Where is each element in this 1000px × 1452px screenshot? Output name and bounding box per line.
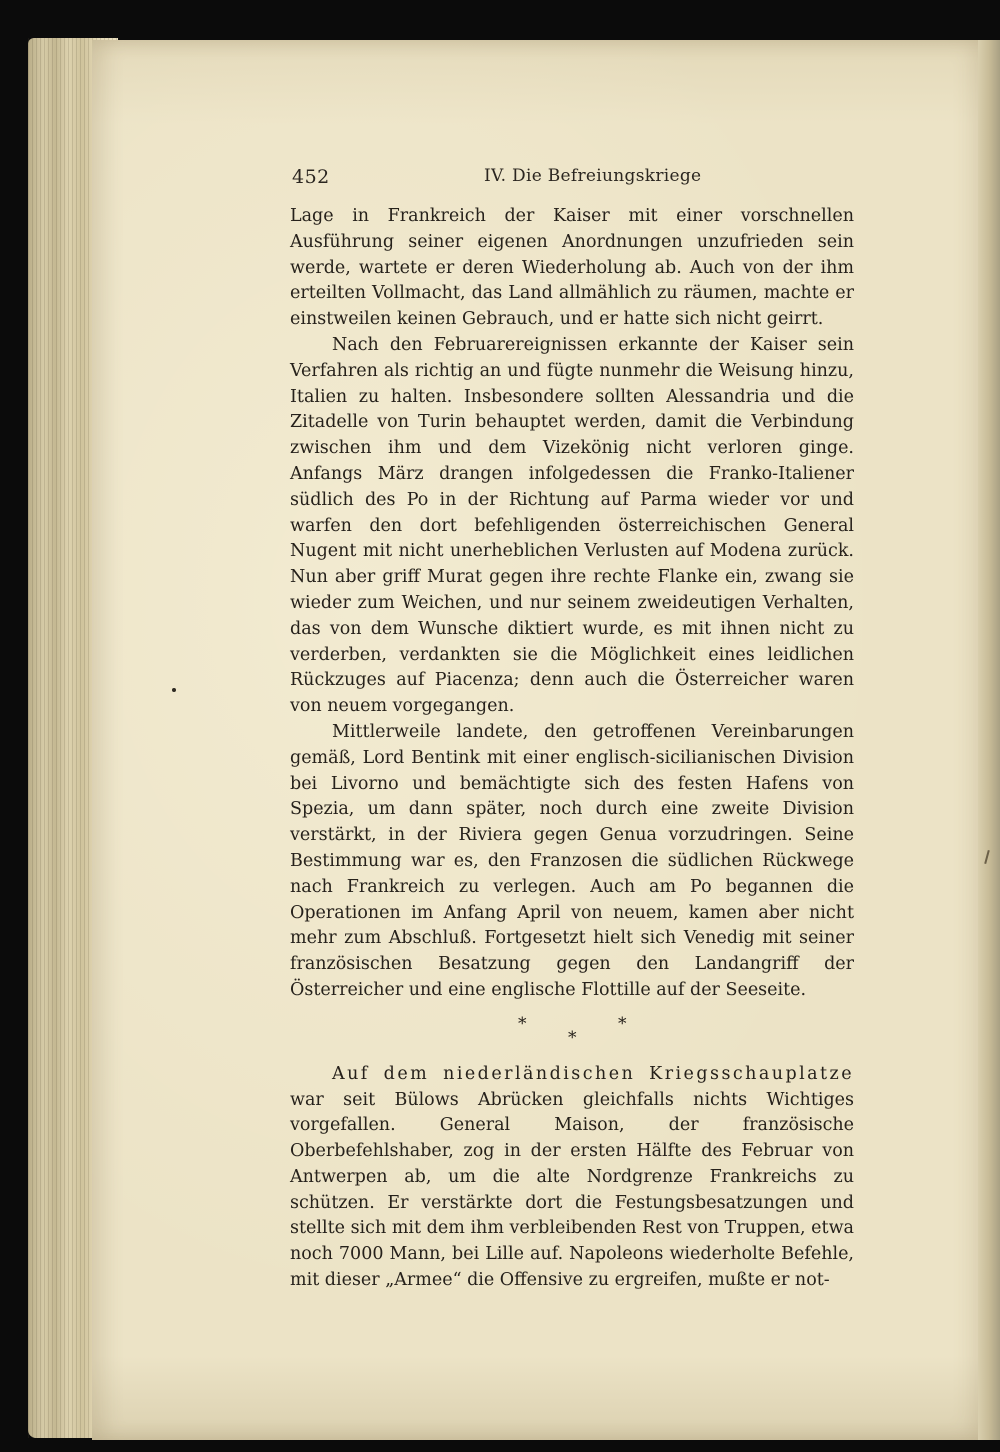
page-right-edge [978,40,1000,1440]
paragraph-3: Mittlerweile landete, den getroffenen Vereinbarungen gemäß, Lord Bentink mit einer englisch-sicilianischen Division bei Livorno und bemächtigte sich des festen Hafens von Spezia, um dann später, noch durch eine zweite Division verstärkt, in der Riviera gegen Genua vorzudringen. Seine Bestimmung war es, den Franzosen die südlichen Rückwege nach Frankreich zu verlegen. Auch am Po begannen die Operationen im Anfang April von neuem, kamen aber nicht mehr zum Abschluß. Fortgesetzt hielt sich Venedig mit seiner französischen Besatzung gegen den Landangriff der Österreicher und eine englische Flottille auf der Seeseite. [290,721,854,1000]
paragraph-4 [290,1062,854,1294]
paragraph-4-text: war seit Bülows Abrücken gleichfalls nichts Wichtiges vorgefallen. General Maison, der französische Oberbefehlshaber, zog in der ersten Hälfte des Februar von Antwerpen ab, um die alte Nordgrenze Frankreichs zu schützen. Er verstärkte dort die Festungsbesatzungen und stellte sich mit dem ihm verbleibenden Rest von Truppen, etwa noch 7000 Mann, bei Lille auf. Napoleons wiederholte Befehle, mit dieser „Armee“ die Offensive zu ergreifen, mußte er not- [290,1089,854,1291]
paragraph-4-spaced-heading: Auf dem niederländischen Kriegsschauplatze [332,1063,854,1084]
ink-dot [172,688,176,692]
asterism-star-left: * [518,1013,527,1034]
paragraph-2: Nach den Februarereignissen erkannte der Kaiser sein Verfahren als richtig an und fügte nunmehr die Weisung hinzu, Italien zu halten. Insbesondere sollten Alessandria und die Zitadelle von Turin behauptet werden, damit die Verbindung zwischen ihm und dem Vizekönig nicht verloren ginge. Anfangs März drangen infolgedessen die Franko-Italiener südlich des Po in der Richtung auf Parma wieder vor und warfen den dort befehligenden österreichischen General Nugent mit nicht unerheblichen Verlusten auf Modena zurück. Nun aber griff Murat gegen ihre rechte Flanke ein, zwang sie wieder zum Weichen, und nur seinem zweideutigen Verhalten, das von dem Wunsche diktiert wurde, es mit ihnen nicht zu verderben, verdankten sie die Möglichkeit eines leidlichen Rückzuges auf Piacenza; denn auch die Österreicher waren von neuem vorgegangen. [290,334,854,717]
asterism-star-right: * [618,1013,627,1034]
paragraph-1: Lage in Frankreich der Kaiser mit einer vorschnellen Ausführung seiner eigenen Anordnungen unzufrieden sein werde, wartete er deren Wiederholung ab. Auch von der ihm erteilten Vollmacht, das Land allmählich zu räumen, machte er einstweilen keinen Gebrauch, und er hatte sich nicht geirrt. [290,206,854,330]
running-head: IV. Die Befreiungskriege [484,166,702,186]
page-number: 452 [292,166,330,188]
page-header [292,166,856,192]
asterism-star-middle: * [568,1027,577,1048]
section-break-asterism [290,1006,854,1056]
body-text [290,204,854,1294]
